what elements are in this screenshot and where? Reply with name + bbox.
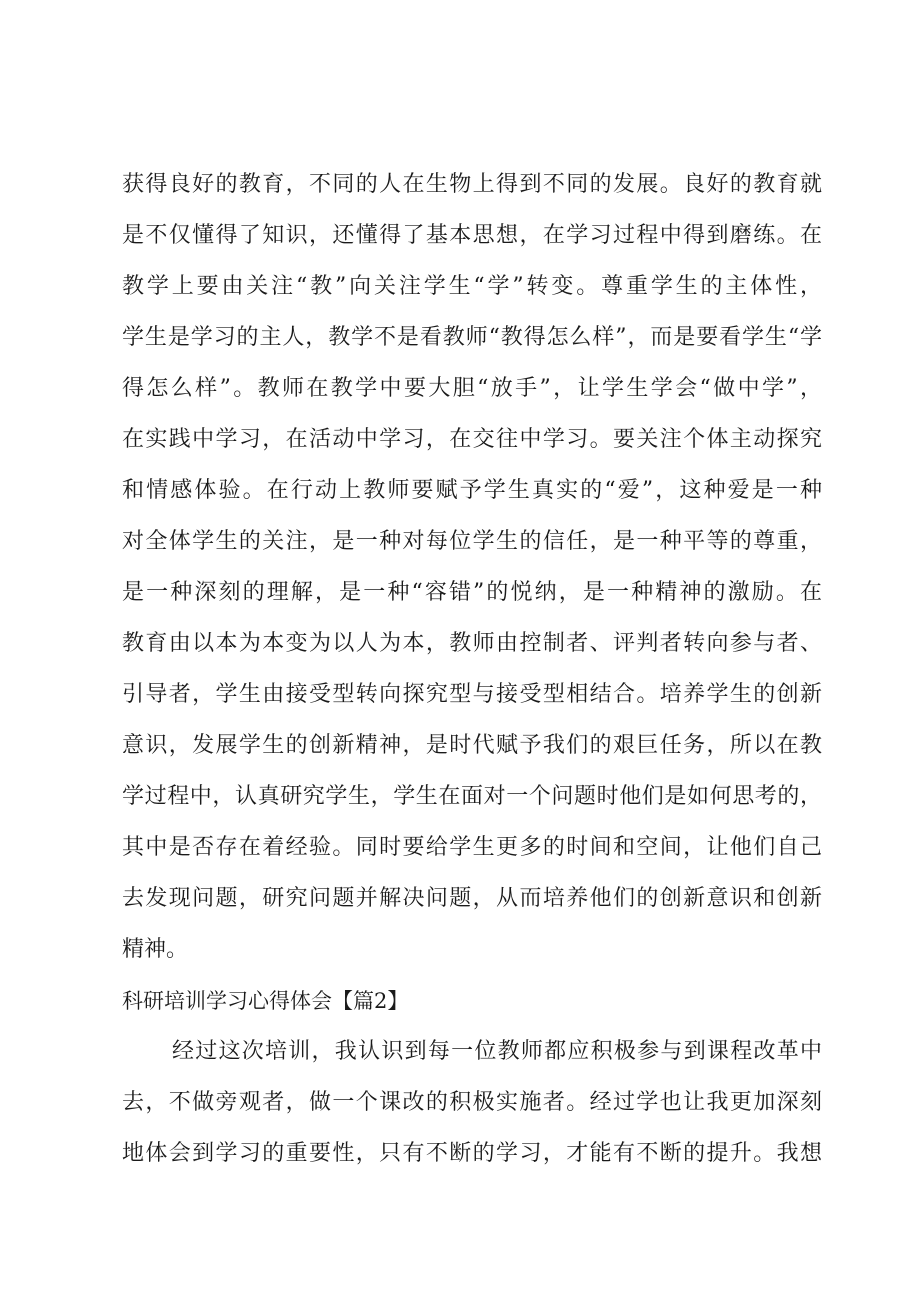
paragraph-1-line-16: 精神。: [122, 937, 189, 962]
paragraph-1-line-6: 在实践中学习，在活动中学习，在交往中学习。要关注个体主动探究: [122, 427, 822, 452]
paragraph-1-line-1: 获得良好的教育，不同的人在生物上得到不同的发展。良好的教育就: [122, 172, 822, 197]
paragraph-2-line-3: 地体会到学习的重要性，只有不断的学习，才能有不断的提升。我想: [122, 1141, 822, 1166]
paragraph-1-line-11: 引导者，学生由接受型转向探究型与接受型相结合。培养学生的创新: [122, 682, 822, 707]
paragraph-1-line-9: 是一种深刻的理解，是一种“容错”的悦纳，是一种精神的激励。在: [122, 580, 822, 605]
section-heading: 科研培训学习心得体会【篇2】: [122, 989, 409, 1013]
paragraph-1-line-8: 对全体学生的关注，是一种对每位学生的信任，是一种平等的尊重，: [122, 529, 822, 554]
paragraph-1-line-7: 和情感体验。在行动上教师要赋予学生真实的“爱”，这种爱是一种: [122, 478, 822, 503]
paragraph-1-line-3: 教学上要由关注“教”向关注学生“学”转变。尊重学生的主体性，: [122, 274, 822, 299]
paragraph-2-line-1: 经过这次培训，我认识到每一位教师都应积极参与到课程改革中: [172, 1039, 822, 1064]
paragraph-1-line-15: 去发现问题，研究问题并解决问题，从而培养他们的创新意识和创新: [122, 886, 822, 911]
paragraph-1-line-13: 学过程中，认真研究学生，学生在面对一个问题时他们是如何思考的，: [122, 784, 822, 809]
paragraph-2-line-2: 去，不做旁观者，做一个课改的积极实施者。经过学也让我更加深刻: [122, 1090, 822, 1115]
paragraph-1-line-4: 学生是学习的主人，教学不是看教师“教得怎么样”，而是要看学生“学: [122, 325, 822, 350]
paragraph-1-line-14: 其中是否存在着经验。同时要给学生更多的时间和空间，让他们自己: [122, 835, 822, 860]
paragraph-1-line-2: 是不仅懂得了知识，还懂得了基本思想，在学习过程中得到磨练。在: [122, 223, 822, 248]
paragraph-1-line-5: 得怎么样”。教师在教学中要大胆“放手”，让学生学会“做中学”，: [122, 376, 822, 401]
paragraph-1-line-10: 教育由以本为本变为以人为本，教师由控制者、评判者转向参与者、: [122, 631, 822, 656]
paragraph-1-line-12: 意识，发展学生的创新精神，是时代赋予我们的艰巨任务，所以在教: [122, 733, 822, 758]
